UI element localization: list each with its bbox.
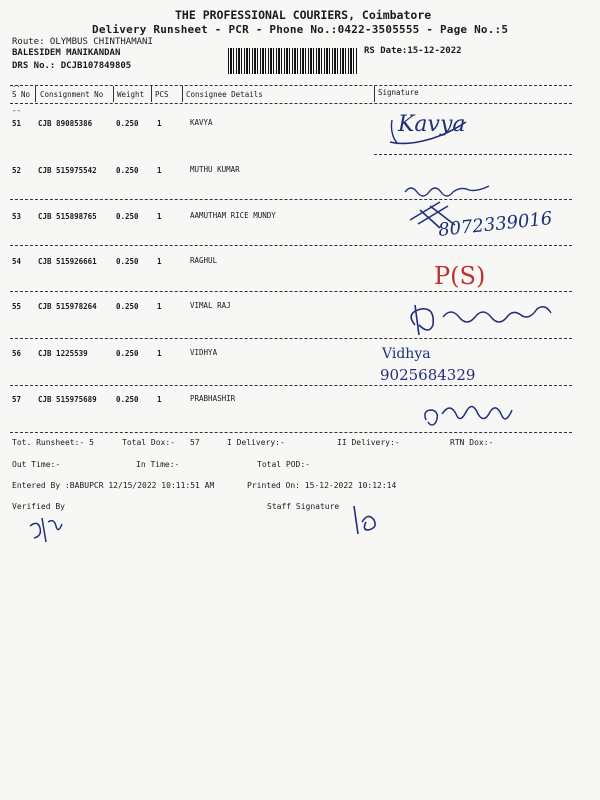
signature-kavya: Kavya bbox=[398, 112, 466, 137]
printed-on: Printed On: 15-12-2022 10:12:14 bbox=[247, 481, 397, 490]
row-weight: 0.250 bbox=[116, 302, 139, 311]
row-consignment: CJB 89085386 bbox=[38, 119, 93, 128]
entered-by: Entered By :BABUPCR 12/15/2022 10:11:51 AM bbox=[12, 481, 215, 490]
total-dox-value: 57 bbox=[190, 438, 200, 447]
row-consignment: CJB 515978264 bbox=[38, 302, 97, 311]
header-divider-top bbox=[10, 85, 572, 86]
in-time: In Time:- bbox=[136, 460, 180, 469]
row-consignee: VIMAL RAJ bbox=[190, 301, 231, 310]
header-divider-bottom bbox=[10, 103, 572, 104]
verifier-signature bbox=[26, 512, 66, 544]
row-consignee: VIDHYA bbox=[190, 348, 218, 357]
row-pcs: 1 bbox=[157, 212, 162, 221]
row-consignee: KAVYA bbox=[190, 118, 213, 127]
company-title: THE PROFESSIONAL COURIERS, Coimbatore bbox=[175, 8, 432, 22]
verified-by: Verified By bbox=[12, 502, 65, 511]
col-separator bbox=[35, 86, 36, 102]
signature-stamp: P(S) bbox=[434, 262, 486, 290]
row-weight: 0.250 bbox=[116, 395, 139, 404]
barcode bbox=[228, 48, 358, 74]
staff-signature-label: Staff Signature bbox=[267, 502, 340, 511]
row-consignee: PRABHASHIR bbox=[190, 394, 236, 403]
runsheet-subtitle: Delivery Runsheet - PCR - Phone No.:0422-3505555 - Page No.:5 bbox=[92, 23, 509, 36]
signature-vidhya-phone: 9025684329 bbox=[380, 366, 476, 384]
row-consignment: CJB 1225539 bbox=[38, 349, 88, 358]
row-weight: 0.250 bbox=[116, 166, 139, 175]
rtn-dox: RTN Dox:- bbox=[450, 438, 494, 447]
col-signature: Signature bbox=[378, 88, 419, 97]
row-sno: 54 bbox=[12, 257, 22, 266]
row-pcs: 1 bbox=[157, 257, 162, 266]
i-delivery: I Delivery:- bbox=[227, 438, 285, 447]
staff-signature bbox=[348, 500, 388, 538]
row-weight: 0.250 bbox=[116, 257, 139, 266]
row-consignee: RAGHUL bbox=[190, 256, 218, 265]
row-consignee: AAMUTHAM RICE MUNDY bbox=[190, 211, 276, 220]
row-consignee: MUTHU KUMAR bbox=[190, 165, 240, 174]
col-consignment: Consignment No bbox=[40, 90, 104, 99]
row-pcs: 1 bbox=[157, 119, 162, 128]
out-time: Out Time:- bbox=[12, 460, 61, 469]
signature-line bbox=[374, 154, 572, 155]
table-bottom-divider bbox=[10, 432, 572, 433]
row-sno: 55 bbox=[12, 302, 22, 311]
header-dots: .. bbox=[12, 80, 22, 89]
col-consignee: Consignee Details bbox=[186, 90, 263, 99]
signature-scribble bbox=[386, 112, 476, 152]
row-pcs: 1 bbox=[157, 302, 162, 311]
col-separator bbox=[113, 86, 114, 102]
rs-date: RS Date:15-12-2022 bbox=[364, 46, 462, 56]
col-pcs: PCS bbox=[155, 90, 169, 99]
col-separator bbox=[182, 86, 183, 102]
signature-scribble bbox=[420, 398, 530, 430]
total-dox-label: Total Dox:- bbox=[122, 438, 175, 447]
staff-name: BALESIDEM MANIKANDAN bbox=[12, 48, 121, 58]
col-separator bbox=[151, 86, 152, 102]
row-consignment: CJB 515975689 bbox=[38, 395, 97, 404]
row-divider bbox=[10, 245, 572, 246]
col-separator bbox=[374, 86, 375, 102]
signature-phone: 8072339016 bbox=[437, 208, 554, 241]
total-pod: Total POD:- bbox=[257, 460, 310, 469]
row-pcs: 1 bbox=[157, 349, 162, 358]
col-sno: S No bbox=[12, 90, 31, 99]
row-weight: 0.250 bbox=[116, 212, 139, 221]
row-divider bbox=[10, 291, 572, 292]
signature-scribble bbox=[405, 295, 575, 340]
row-sno: 56 bbox=[12, 349, 22, 358]
route-label: Route: OLYMBUS CHINTHAMANI bbox=[12, 37, 153, 47]
row-pcs: 1 bbox=[157, 395, 162, 404]
row-consignment: CJB 515898765 bbox=[38, 212, 97, 221]
row-weight: 0.250 bbox=[116, 119, 139, 128]
drs-number: DRS No.: DCJB107849805 bbox=[12, 61, 132, 71]
row-sno: 53 bbox=[12, 212, 22, 221]
tot-runsheet: Tot. Runsheet:- 5 bbox=[12, 438, 94, 447]
row-sno: 57 bbox=[12, 395, 22, 404]
row-weight: 0.250 bbox=[116, 349, 139, 358]
row-dots: -- bbox=[12, 106, 22, 115]
row-consignment: CJB 515975542 bbox=[38, 166, 97, 175]
signature-vidhya: Vidhya bbox=[382, 346, 431, 362]
row-sno: 52 bbox=[12, 166, 22, 175]
row-sno: 51 bbox=[12, 119, 22, 128]
row-consignment: CJB 515926661 bbox=[38, 257, 97, 266]
row-divider bbox=[10, 385, 572, 386]
ii-delivery: II Delivery:- bbox=[337, 438, 400, 447]
col-weight: Weight bbox=[117, 90, 145, 99]
row-pcs: 1 bbox=[157, 166, 162, 175]
